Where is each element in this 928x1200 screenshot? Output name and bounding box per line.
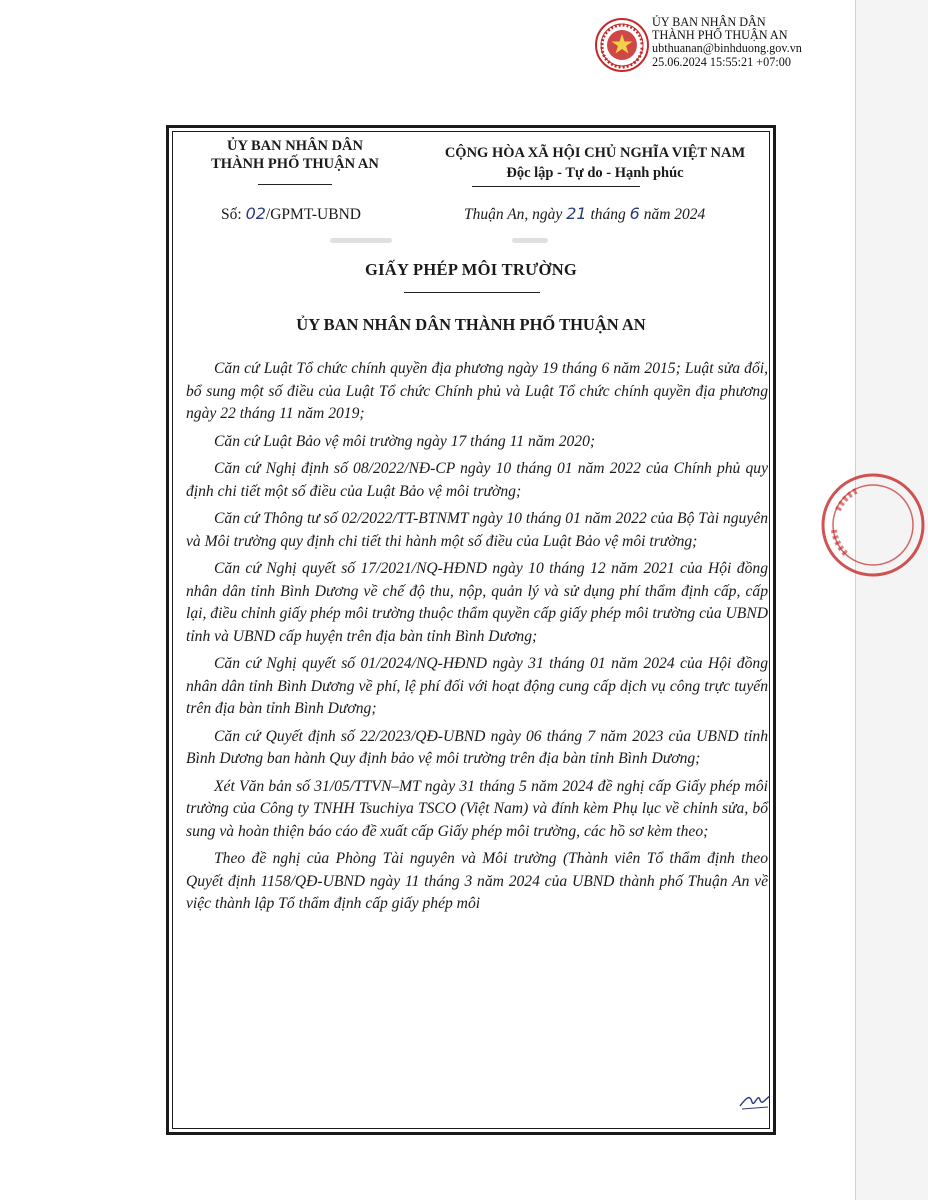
legal-basis-paragraph: Xét Văn bản số 31/05/TTVN–MT ngày 31 tháng 5 năm 2024 đề nghị cấp Giấy phép môi trường của Công ty TNHH Tsuchiya TSCO (Việt Nam) và đính kèm Phụ lục về chỉnh sửa, bổ sung và hoàn thiện báo cáo đề xuất cấp Giấy phép môi trường, các hồ sơ kèm theo; xyxy=(186,777,768,840)
document-number-prefix: Số: xyxy=(221,206,246,223)
government-seal-icon xyxy=(594,17,650,73)
document-title: GIẤY PHÉP MÔI TRƯỜNG xyxy=(364,260,578,279)
scan-smudge xyxy=(512,238,548,243)
motto-line: Độc lập - Tự do - Hạnh phúc xyxy=(506,165,684,181)
signature-org-line2: THÀNH PHỐ THUẬN AN xyxy=(652,28,788,43)
national-title: CỘNG HÒA XÃ HỘI CHỦ NGHĨA VIỆT NAM xyxy=(444,145,746,161)
legal-basis-paragraph: Căn cứ Nghị quyết số 17/2021/NQ-HĐND ngày 10 tháng 12 năm 2021 của Hội đồng nhân dân tỉnh Bình Dương về chế độ thu, nộp, quản lý và sử dụng phí thẩm định cấp, cấp lại, điều chỉnh giấy phép môi trường thuộc thẩm quyền cấp giấy phép môi trường của UBND tỉnh và UBND cấp huyện trên địa bàn tỉnh Bình Dương; xyxy=(186,560,768,645)
legal-basis-paragraph: Căn cứ Nghị quyết số 01/2024/NQ-HĐND ngày 31 tháng 01 năm 2024 của Hội đồng nhân dân tỉnh Bình Dương về phí, lệ phí đối với hoạt động cung cấp dịch vụ công trực tuyến trên địa bàn tỉnh Bình Dương; xyxy=(186,655,768,717)
digital-signature-info xyxy=(652,16,802,69)
motto-underline xyxy=(472,186,640,187)
legal-basis-paragraph: Căn cứ Quyết định số 22/2023/QĐ-UBND ngày 06 tháng 7 năm 2023 của UBND tỉnh Bình Dương ban hành Quy định bảo vệ môi trường trên địa bàn tỉnh Bình Dương; xyxy=(186,727,768,767)
date-day: 21 xyxy=(566,204,587,223)
document-number-suffix: /GPMT-UBND xyxy=(265,206,361,223)
scan-right-margin xyxy=(855,0,928,1200)
signature-email: ubthuanan@binhduong.gov.vn xyxy=(652,41,802,56)
title-underline xyxy=(404,292,540,293)
authority-heading: ỦY BAN NHÂN DÂN THÀNH PHỐ THUẬN AN xyxy=(296,315,646,334)
date-month: 6 xyxy=(629,204,640,223)
national-motto xyxy=(415,143,775,183)
issuing-authority xyxy=(195,137,395,173)
signature-timestamp: 25.06.2024 15:55:21 +07:00 xyxy=(652,54,791,69)
legal-basis-body xyxy=(186,358,768,921)
date-month-label: tháng xyxy=(590,206,630,223)
issuing-authority-line1: ỦY BAN NHÂN DÂN xyxy=(226,138,363,154)
legal-basis-paragraph: Căn cứ Luật Bảo vệ môi trường ngày 17 tháng 11 năm 2020; xyxy=(214,432,596,450)
handwritten-initial-icon xyxy=(738,1088,772,1112)
date-prefix: Thuận An, ngày xyxy=(464,206,567,223)
authority-underline xyxy=(258,184,332,185)
document-number xyxy=(221,204,361,224)
legal-basis-paragraph: Căn cứ Thông tư số 02/2022/TT-BTNMT ngày 10 tháng 01 năm 2022 của Bộ Tài nguyên và Môi trường quy định chi tiết thi hành một số điều của Luật Bảo vệ môi trường; xyxy=(186,510,768,550)
signature-org-line1: ỦY BAN NHÂN DÂN xyxy=(652,15,766,29)
date-year: năm 2024 xyxy=(639,206,706,223)
legal-basis-paragraph: Căn cứ Luật Tổ chức chính quyền địa phương ngày 19 tháng 6 năm 2015; Luật sửa đổi, bổ sung một số điều của Luật Tổ chức Chính phủ và Luật Tổ chức chính quyền địa phương ngày 22 tháng 11 năm 2019; xyxy=(186,360,768,422)
issue-date xyxy=(464,204,705,224)
legal-basis-paragraph: Theo đề nghị của Phòng Tài nguyên và Môi trường (Thành viên Tổ thẩm định theo Quyết định 1158/QĐ-UBND ngày 11 tháng 3 năm 2024 của UBND thành phố Thuận An về việc thành lập Tổ thẩm định cấp giấy phép môi xyxy=(186,850,768,912)
legal-basis-paragraph: Căn cứ Nghị định số 08/2022/NĐ-CP ngày 10 tháng 01 năm 2022 của Chính phủ quy định chi tiết một số điều của Luật Bảo vệ môi trường; xyxy=(186,460,768,500)
issuing-authority-line2: THÀNH PHỐ THUẬN AN xyxy=(211,156,379,172)
scan-smudge xyxy=(330,238,392,243)
scan-page-edge xyxy=(855,0,856,1200)
partial-red-stamp-icon xyxy=(818,470,928,580)
document-number-handwritten: 02 xyxy=(245,204,266,223)
